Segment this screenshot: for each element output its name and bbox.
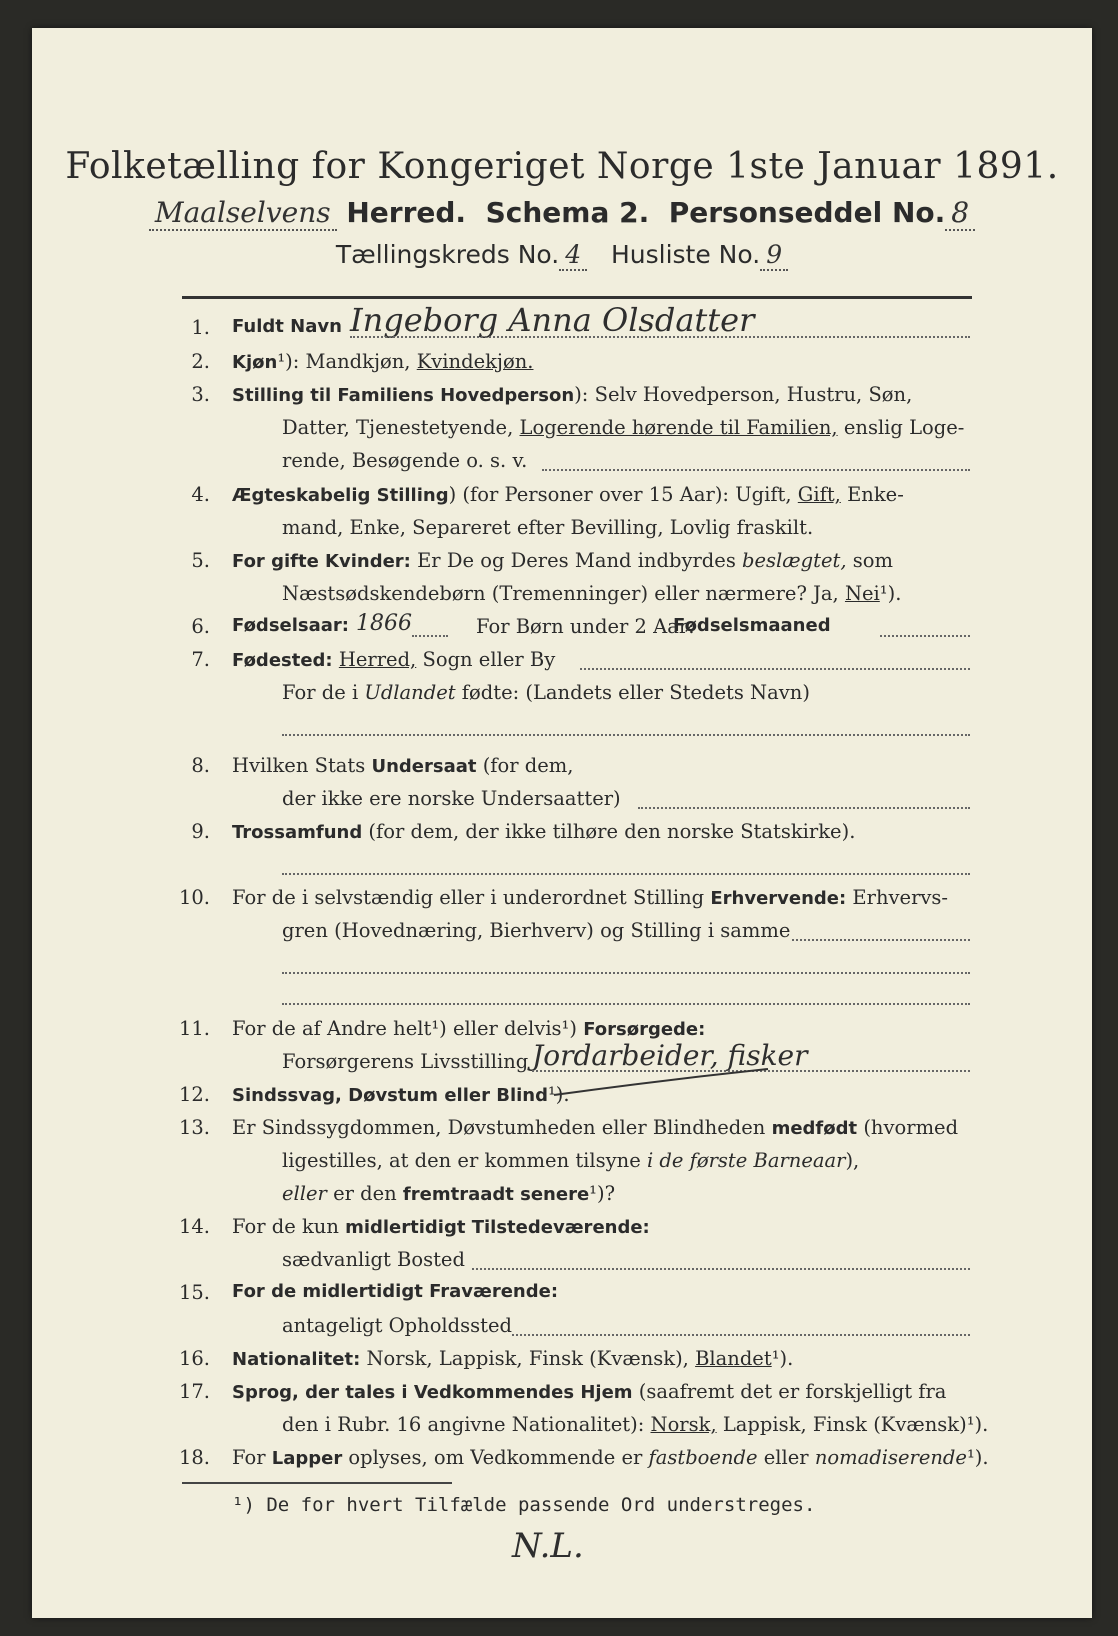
item-label: medfødt [771, 1118, 858, 1139]
herred-value: Maalselvens [149, 196, 337, 231]
dotted-line [350, 336, 970, 338]
item-label: Erhvervende: [710, 888, 847, 909]
item-label: Stilling til Familiens Hovedperson [232, 385, 575, 406]
footnote-ref: ¹)? [589, 1182, 616, 1205]
dotted-line [282, 734, 970, 736]
initials: N.L. [512, 1526, 584, 1566]
item-number: 2. [191, 350, 210, 373]
underlined-option: Nei [844, 582, 880, 605]
item-text-part: Lappisk, Finsk (Kvænsk)¹). [716, 1413, 989, 1436]
item-number: 10. [178, 886, 210, 909]
item-label: Forsørgede: [583, 1019, 706, 1040]
footnote-ref: ¹). [547, 1083, 570, 1106]
item-text-part: som [846, 549, 893, 572]
husliste-value: 9 [760, 240, 788, 271]
item-text [232, 1448, 989, 1468]
item-label: Trossamfund [232, 822, 363, 843]
item-text-part: (for dem, [476, 754, 574, 777]
item-text: sædvanligt Bosted [282, 1248, 465, 1271]
item-number: 8. [191, 754, 210, 777]
dotted-line [282, 873, 970, 875]
item-text-part: Erhvervs- [846, 886, 949, 909]
underlined-option: Norsk, [650, 1413, 717, 1436]
underlined-option: Gift, [797, 483, 841, 506]
header-rule [182, 296, 972, 299]
dotted-line [880, 635, 970, 637]
item-label: midlertidigt Tilstedeværende: [345, 1217, 650, 1238]
item-label: For de midlertidigt Fraværende: [232, 1281, 559, 1302]
item-text-part: Sogn eller By [416, 648, 556, 671]
livsstilling-value: Jordarbeider, fisker [532, 1039, 808, 1072]
item-number: 11. [178, 1017, 210, 1040]
item-text-part: (for dem, der ikke tilhøre den norske Statskirke). [362, 820, 856, 843]
dotted-line [792, 939, 970, 941]
item-text [232, 352, 533, 372]
item-label: Sprog, der tales i Vedkommendes Hjem [232, 1382, 633, 1403]
handwritten-stroke [552, 1065, 772, 1099]
item-text-part: (saafremt det er forskjelligt fra [632, 1380, 947, 1403]
item-text-part: ): Mandkjøn, [285, 350, 417, 373]
item-text [232, 1118, 958, 1138]
footnote-text: ¹) De for hvert Tilfælde passende Ord understreges. [232, 1494, 816, 1516]
item-number: 4. [191, 483, 210, 506]
item-text-part: For de i [282, 681, 365, 704]
form-header-line [32, 196, 1092, 229]
item-number: 5. [191, 549, 210, 572]
item-number: 7. [191, 648, 210, 671]
item-number: 16. [178, 1347, 210, 1370]
item-text-part: Næstsødskendebørn (Tremenninger) eller nærmere? Ja, [282, 582, 845, 605]
personseddel-label: Personseddel No. [668, 196, 946, 229]
dotted-line [512, 1334, 970, 1336]
italic-word: nomadiserende [814, 1446, 967, 1469]
item-text [232, 888, 948, 908]
item-text [282, 1184, 615, 1204]
footnote-ref: ¹). [879, 582, 902, 605]
item-text-part: Er Sindssygdommen, Døvstumheden eller Blindheden [232, 1116, 772, 1139]
item-text: rende, Besøgende o. s. v. [282, 449, 528, 472]
item-text [232, 756, 574, 776]
item-text-part: Enke- [840, 483, 904, 506]
item-label: Fødselsmaaned [673, 615, 831, 636]
item-text [282, 1415, 988, 1435]
item-label: Ægteskabelig Stilling [232, 485, 449, 506]
item-text-part: Er De og Deres Mand indbyrdes [410, 549, 743, 572]
item-label: Lapper [271, 1448, 343, 1469]
item-text-part: (hvormed [857, 1116, 959, 1139]
personseddel-value: 8 [945, 196, 975, 231]
form-subheader-line [32, 240, 1092, 269]
item-text-part: For de i selvstændig eller i underordnet Stilling [232, 886, 711, 909]
item-text [232, 1217, 650, 1237]
item-text-part: Norsk, Lappisk, Finsk (Kvænsk), [360, 1347, 696, 1370]
item-number: 3. [191, 383, 210, 406]
item-number: 13. [178, 1116, 210, 1139]
footnote-rule [182, 1482, 452, 1484]
item-label: Fuldt Navn [232, 316, 342, 337]
item-number: 15. [178, 1281, 210, 1304]
item-text-part: fødte: (Landets eller Stedets Navn) [455, 681, 810, 704]
footnote-ref: ¹ [277, 350, 286, 373]
form-title: Folketælling for Kongeriget Norge 1ste Januar 1891. [65, 146, 1059, 187]
item-number: 17. [178, 1380, 210, 1403]
dotted-line [282, 1003, 970, 1005]
item-number: 18. [178, 1446, 210, 1469]
item-label: Fødested: [232, 650, 333, 671]
item-text-part: Datter, Tjenestetyende, [282, 416, 520, 439]
item-text-part: ) (for Personer over 15 Aar): Ugift, [448, 483, 798, 506]
italic-word: i de første Barneaar [646, 1149, 846, 1172]
item-text: antageligt Opholdssted [282, 1314, 513, 1337]
item-text: Forsørgerens Livsstilling [282, 1050, 529, 1073]
item-text-part: ): Selv Hovedperson, Hustru, Søn, [574, 383, 913, 406]
item-text-part: oplyses, om Vedkommende er [342, 1446, 649, 1469]
item-text [232, 1085, 570, 1105]
item-text [232, 485, 904, 505]
footnote-ref: ¹). [771, 1347, 794, 1370]
underlined-option: Herred, [338, 648, 417, 671]
item-text [282, 683, 810, 703]
item-text [232, 385, 912, 405]
dotted-line [282, 972, 970, 974]
item-number: 14. [178, 1215, 210, 1238]
dotted-line [412, 635, 448, 637]
item-label: Fødselsaar: [232, 615, 349, 636]
dotted-line [638, 807, 970, 809]
underlined-option: Kvindekjøn. [416, 350, 534, 373]
item-label: Nationalitet: [232, 1349, 361, 1370]
kreds-value: 4 [559, 240, 587, 271]
underlined-option: Blandet [695, 1347, 772, 1370]
item-number: 1. [191, 316, 210, 339]
item-number: 12. [178, 1083, 210, 1106]
item-text-part: ), [845, 1149, 860, 1172]
herred-label: Herred. [346, 196, 467, 229]
birth-year-value: 1866 [356, 611, 412, 636]
item-label: Sindssvag, Døvstum eller Blind [232, 1085, 548, 1106]
underlined-option: Logerende hørende til Familien, [519, 416, 838, 439]
item-text: gren (Hovednæring, Bierhverv) og Stilling i samme [282, 919, 791, 942]
item-text-part: For [232, 1446, 272, 1469]
item-text-part: For de kun [232, 1215, 346, 1238]
schema-label: Schema 2. [485, 196, 650, 229]
item-text [232, 551, 893, 571]
item-text-part: For Børn under 2 Aar: [476, 615, 695, 638]
census-form [32, 28, 1092, 1618]
kreds-label: Tællingskreds No. [335, 240, 560, 269]
item-text [232, 650, 555, 670]
italic-word: fastboende [648, 1446, 758, 1469]
item-text [282, 418, 964, 438]
item-label: For gifte Kvinder: [232, 551, 411, 572]
dotted-line [472, 1268, 970, 1270]
item-number: 6. [191, 615, 210, 638]
dotted-line [542, 469, 970, 471]
dotted-line [580, 668, 970, 670]
item-text [232, 1019, 705, 1039]
italic-word: Udlandet [364, 681, 456, 704]
footnote-ref: ¹). [966, 1446, 989, 1469]
item-text [232, 1349, 793, 1369]
item-label: Kjøn [232, 352, 278, 373]
italic-word: eller [282, 1182, 327, 1205]
item-text: mand, Enke, Separeret efter Bevilling, Lovlig fraskilt. [282, 516, 814, 539]
item-text-part: Hvilken Stats [232, 754, 372, 777]
item-text-part: For de af Andre helt¹) eller delvis¹) [232, 1017, 584, 1040]
item-text-part: ligestilles, at den er kommen tilsyne [282, 1149, 647, 1172]
item-text-part: er den [326, 1182, 403, 1205]
item-text [282, 1151, 859, 1171]
item-text-part: eller [757, 1446, 815, 1469]
item-label: Undersaat [371, 756, 477, 777]
item-label: fremtraadt senere [402, 1184, 590, 1205]
name-value: Ingeborg Anna Olsdatter [350, 301, 755, 339]
item-text-part: den i Rubr. 16 angivne Nationalitet): [282, 1413, 651, 1436]
item-text: der ikke ere norske Undersaatter) [282, 787, 621, 810]
italic-word: beslægtet, [742, 549, 847, 572]
item-text [282, 584, 901, 604]
item-text [232, 1382, 946, 1402]
item-text [232, 822, 855, 842]
item-text-part: enslig Loge- [837, 416, 965, 439]
husliste-label: Husliste No. [610, 240, 761, 269]
item-number: 9. [191, 820, 210, 843]
